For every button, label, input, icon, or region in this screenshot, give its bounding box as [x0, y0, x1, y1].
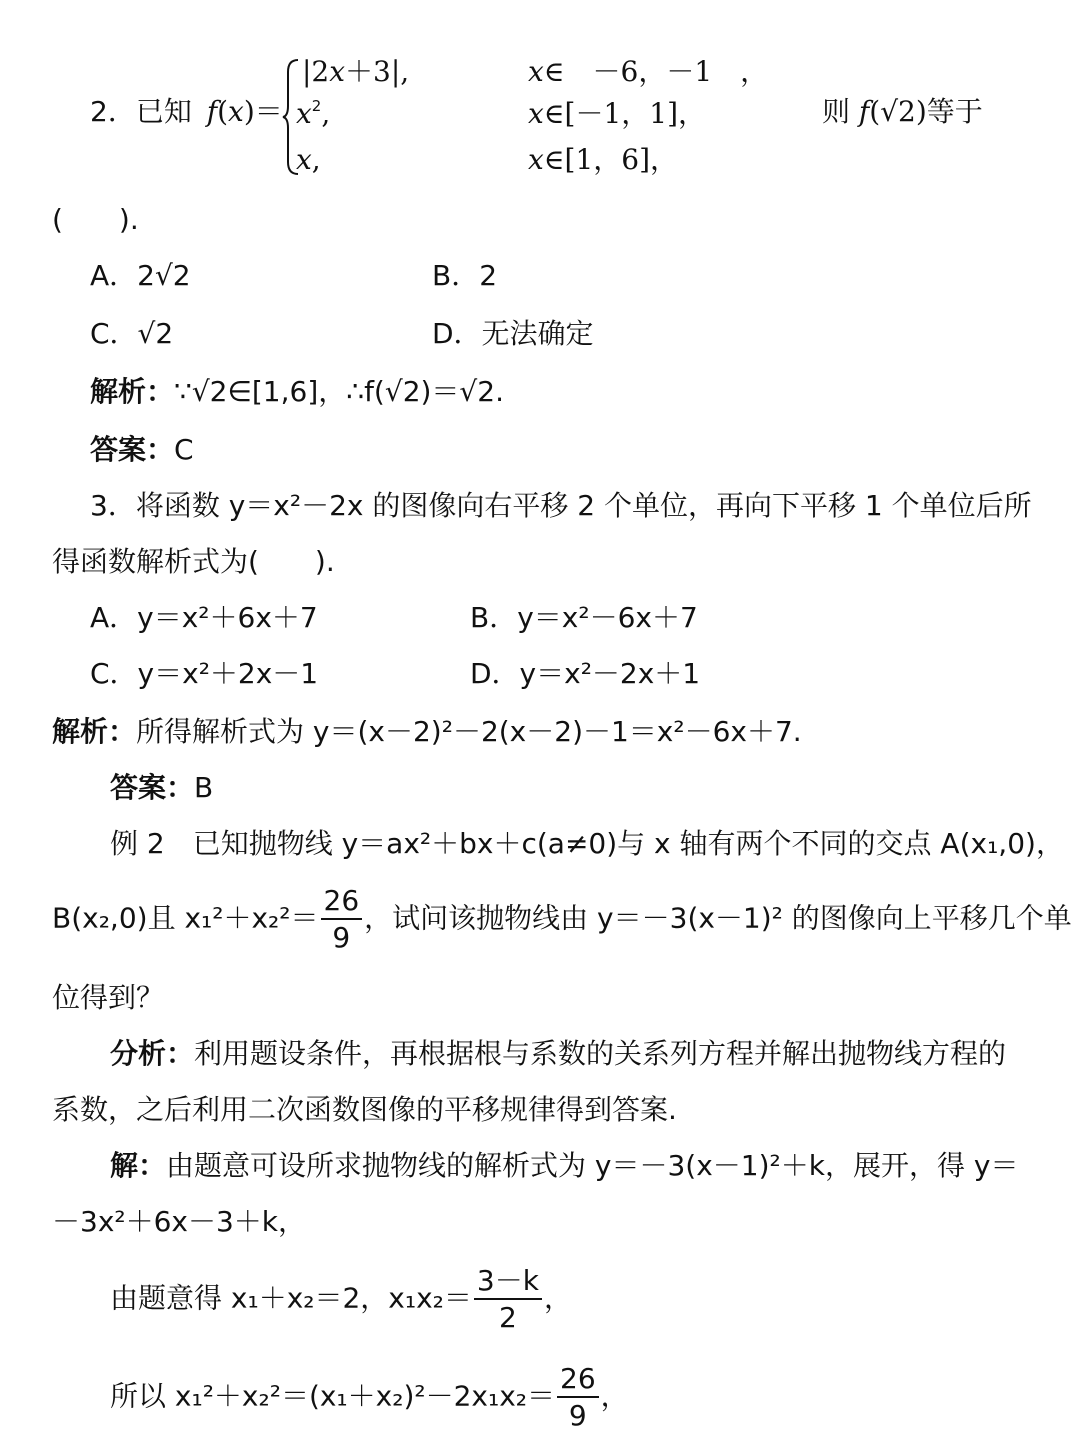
p3-analysis-text: 所得解析式为 y＝(x－2)²－2(x－2)－1＝x²－6x＋7.: [136, 715, 802, 748]
p2-tail: 则 f(√2)等于: [822, 95, 983, 128]
p2-case2-domain: x∈[－1，1]，: [528, 97, 707, 130]
ex2-step2-fraction: $\frac{26}{9}$: [557, 1364, 599, 1431]
p3-answer: [110, 771, 214, 804]
p3-question-line2: 得函数解析式为( ).: [52, 545, 335, 578]
p2-analysis: [90, 375, 504, 408]
p3-option-d: D．y＝x²－2x＋1: [470, 657, 701, 690]
p2-option-c: C．√2: [90, 317, 174, 350]
p3-analysis: [52, 715, 802, 748]
p2-option-b: B．2: [432, 259, 498, 292]
ex2-solution-line2: －3x²＋6x－3＋k，: [52, 1205, 307, 1238]
p2-case3-expr: x,: [296, 143, 321, 176]
p2-analysis-text: ∵√2∈[1,6]，∴f(√2)＝√2.: [174, 375, 504, 408]
ex2-step1-fraction: $\frac{3-k}{2}$: [474, 1266, 542, 1333]
p2-case2-expr: $x^2$,: [296, 97, 331, 130]
p2-option-d: D．无法确定: [432, 317, 594, 350]
p3-answer-label: 答案：: [110, 771, 195, 804]
p2-answer: [90, 433, 194, 466]
ex2-analysis-line2: 系数，之后利用二次函数图像的平移规律得到答案.: [52, 1093, 677, 1126]
ex2-step2: 所以 x₁²＋x₂²＝(x₁＋x₂)²－2x₁x₂＝ $\frac{26}{9}$ ，: [110, 1362, 629, 1433]
ex2-solution-label: 解：: [110, 1149, 167, 1182]
ex2-question-line3: 位得到？: [52, 981, 165, 1014]
p3-option-a: A．y＝x²＋6x＋7: [90, 601, 318, 634]
p3-option-b: B．y＝x²－6x＋7: [470, 601, 698, 634]
p3-option-c: C．y＝x²＋2x－1: [90, 657, 319, 690]
p2-case1-domain: x∈ －6，－1 ，: [528, 55, 769, 88]
p2-label: 2．已知 f(x)＝: [90, 95, 283, 128]
p3-question-line1: 3．将函数 y＝x²－2x 的图像向右平移 2 个单位，再向下平移 1 个单位后所: [90, 489, 1032, 522]
ex2-analysis-line1: 分析：利用题设条件，再根据根与系数的关系列方程并解出抛物线方程的: [110, 1037, 1007, 1070]
p2-case1-expr: |2x＋3|,: [302, 55, 410, 88]
p2-case3-domain: x∈[1，6]，: [528, 143, 679, 176]
p2-option-a: A．2√2: [90, 259, 191, 292]
p3-answer-value: B: [194, 771, 214, 804]
ex2-question-line1: 例 2 已知抛物线 y＝ax²＋bx＋c(a≠0)与 x 轴有两个不同的交点 A(x₁,0)，: [110, 827, 1064, 860]
ex2-analysis-label: 分析：: [110, 1037, 195, 1070]
p2-answer-value: C: [174, 433, 194, 466]
ex2-fraction: $\frac{26}{9}$: [321, 886, 363, 953]
ex2-step1: 由题意得 x₁＋x₂＝2，x₁x₂＝ $\frac{3-k}{2}$ ，: [110, 1264, 572, 1335]
p2-answer-label: 答案：: [90, 433, 175, 466]
ex2-question-line2: B(x₂,0)且 x₁²＋x₂²＝ $\frac{26}{9}$ ，试问该抛物线由 y＝－3(x－1)² 的图像向上平移几个单: [52, 884, 1072, 955]
ex2-solution-line1: 解：由题意可设所求抛物线的解析式为 y＝－3(x－1)²＋k，展开，得 y＝: [110, 1149, 1019, 1182]
p3-analysis-label: 解析：: [52, 715, 137, 748]
p2-analysis-label: 解析：: [90, 375, 175, 408]
p2-paren: ( ).: [52, 203, 139, 236]
